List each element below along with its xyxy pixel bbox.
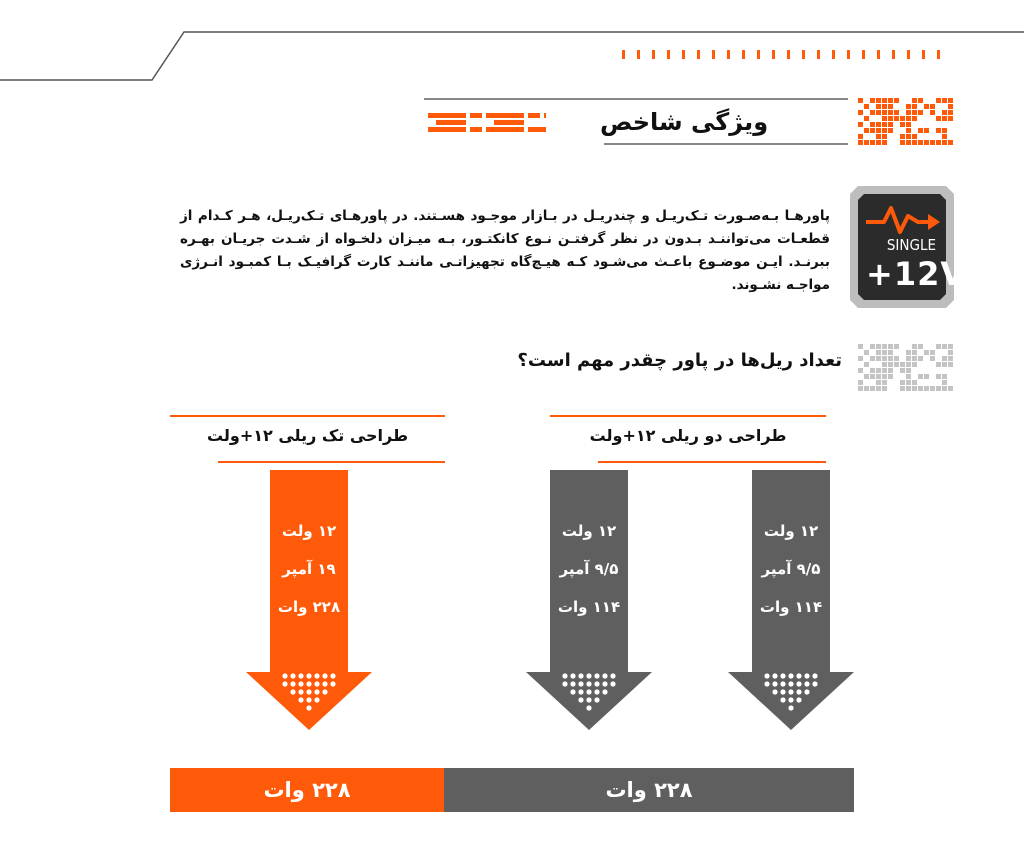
section-title: ویژگی شاخص [600,108,769,136]
pixel-square [918,140,923,145]
pixel-square [882,344,887,349]
dual-rail-2-volt: ۱۲ ولت [763,522,819,540]
arrow-dot [562,681,567,686]
dual-rail-values-2 [751,512,831,626]
pixel-square [882,110,887,115]
arrow-dot [796,689,801,694]
arrow-dot [780,681,785,686]
arrow-dot [298,681,303,686]
tick-mark [787,50,790,59]
arrow-dot [804,681,809,686]
pixel-square [918,344,923,349]
pixel-square [930,386,935,391]
arrow-dot [330,681,335,686]
arrow-dot [578,681,583,686]
pixel-square [870,374,875,379]
pixel-square [948,350,953,355]
pixel-square [876,104,881,109]
arrow-dot [290,689,295,694]
arrow-dot [594,689,599,694]
arrow-dot [322,673,327,678]
pixel-square [906,128,911,133]
pixel-square [912,140,917,145]
pixel-square [858,356,863,361]
pixel-square [906,110,911,115]
pixel-square [912,98,917,103]
tick-mark [862,50,865,59]
arrow-dot [586,705,591,710]
arrow-dot [290,681,295,686]
pixel-square [906,140,911,145]
pixel-square [900,116,905,121]
pixel-square [948,98,953,103]
pixel-square [894,362,899,367]
pixel-square [936,362,941,367]
pixel-square [900,368,905,373]
pixel-square [936,374,941,379]
pixel-square [888,368,893,373]
pixel-square [894,98,899,103]
arrow-dot [314,689,319,694]
pixel-square [900,140,905,145]
pixel-square [858,122,863,127]
pixel-square [942,362,947,367]
tick-mark [907,50,910,59]
pixel-square [894,110,899,115]
pixel-square [870,356,875,361]
pixel-square [900,380,905,385]
arrow-dot [610,681,615,686]
arrow-dot [764,673,769,678]
pixel-square [876,98,881,103]
tick-mark [742,50,745,59]
badge-voltage-label: +12V [866,255,967,293]
pixel-square [882,116,887,121]
tick-mark [727,50,730,59]
arrow-dot [780,673,785,678]
dual-rail-total: ۲۲۸ وات [444,768,854,812]
arrow-dot [578,689,583,694]
tick-mark [832,50,835,59]
pixel-square [870,122,875,127]
pixel-square [882,374,887,379]
pixel-square [924,350,929,355]
pixel-square [876,128,881,133]
pixel-square [888,116,893,121]
pixel-square [918,98,923,103]
pixel-square [906,368,911,373]
arrow-dot [602,673,607,678]
single-rail-volt: ۱۲ ولت [281,522,337,540]
dual-rail-title: طراحی دو ریلی ۱۲+ولت [589,426,787,445]
pixel-square [912,116,917,121]
pixel-square [948,344,953,349]
tick-mark [937,50,940,59]
pixel-square [882,128,887,133]
arrow-dot [788,689,793,694]
pixel-square [924,374,929,379]
pixel-square [876,380,881,385]
pixel-square [864,116,869,121]
arrow-dot [610,673,615,678]
arrow-dot [602,681,607,686]
arrow-dot [796,673,801,678]
arrow-dot [298,689,303,694]
arrow-dot [282,673,287,678]
pixel-square [930,356,935,361]
pixel-square [858,140,863,145]
pixel-square [912,134,917,139]
tick-mark [847,50,850,59]
arrow-dot [306,705,311,710]
single-rail-amp: ۱۹ آمپر [282,560,336,578]
pixel-square [888,344,893,349]
arrow-dot [772,689,777,694]
pixel-square [864,128,869,133]
pixel-square [924,140,929,145]
pixel-square [858,368,863,373]
pixel-square [942,344,947,349]
pixel-square [948,140,953,145]
pixel-square [936,386,941,391]
pixel-square [900,386,905,391]
single-rail-values [269,512,349,626]
pixel-square [948,104,953,109]
pixel-square [858,134,863,139]
pixel-square [912,344,917,349]
single-rail-total: ۲۲۸ وات [170,768,444,812]
pixel-square [876,350,881,355]
pixel-square [876,386,881,391]
pixel-square [942,116,947,121]
pixel-square [864,140,869,145]
arrow-dot [788,697,793,702]
arrow-dot [562,673,567,678]
pixel-square [870,344,875,349]
pixel-square [888,374,893,379]
pixel-square [876,374,881,379]
pixel-square [912,380,917,385]
pixel-square [882,386,887,391]
pixel-square [906,386,911,391]
pixel-square [912,110,917,115]
arrow-dot [570,673,575,678]
arrow-dot [796,697,801,702]
pixel-square [870,368,875,373]
tick-row-decoration [622,50,940,59]
pixel-square [900,362,905,367]
tick-mark [712,50,715,59]
pixel-square [918,110,923,115]
pixel-square [924,386,929,391]
arrow-dot [804,673,809,678]
pixel-square [870,140,875,145]
arrow-dot [804,689,809,694]
question-heading: تعداد ریل‌ها در پاور چقدر مهم است؟ [517,350,842,371]
dual-rail-1-volt: ۱۲ ولت [561,522,617,540]
pixel-square [882,122,887,127]
arrow-dot [594,681,599,686]
pixel-square [930,350,935,355]
pixel-square [942,356,947,361]
tick-mark [637,50,640,59]
pixel-square [912,356,917,361]
pixel-square [936,128,941,133]
badge-single-label: SINGLE [886,236,936,254]
pixel-square [942,380,947,385]
tick-mark [877,50,880,59]
pixel-square [924,104,929,109]
pixel-square [948,386,953,391]
pixel-square [942,134,947,139]
arrow-dot [314,697,319,702]
pixel-square [876,134,881,139]
arrow-dot [772,681,777,686]
arrow-dot [586,697,591,702]
arrow-dot [290,673,295,678]
pixel-square [894,356,899,361]
single-rail-watt: ۲۲۸ وات [277,598,341,616]
arrow-dot [594,673,599,678]
arrow-dot [578,673,583,678]
pixel-square [876,140,881,145]
pixel-square [948,116,953,121]
pixel-square [906,134,911,139]
tick-mark [802,50,805,59]
arrow-dot [282,681,287,686]
pixel-square [906,350,911,355]
tick-mark [697,50,700,59]
pixel-square [906,356,911,361]
pixel-square [882,104,887,109]
arrow-dot [764,681,769,686]
tick-mark [772,50,775,59]
pixel-square [888,362,893,367]
pixel-square [888,104,893,109]
single-rail-title: طراحی تک ریلی ۱۲+ولت [206,426,409,445]
pixel-square [906,374,911,379]
pixel-square [858,344,863,349]
pixel-square [870,386,875,391]
pixel-square [930,110,935,115]
pixel-square [942,110,947,115]
arrow-dot [586,673,591,678]
arrow-dot [306,689,311,694]
arrow-dot [772,673,777,678]
pixel-square [906,116,911,121]
tick-mark [652,50,655,59]
pixel-square [912,362,917,367]
pixel-square [906,122,911,127]
top-frame-line [0,0,1024,100]
pixel-square [912,350,917,355]
arrow-dot [788,681,793,686]
tick-mark [667,50,670,59]
dual-rail-values-1 [549,512,629,626]
pixel-square [948,362,953,367]
pixel-square [876,110,881,115]
pixel-square [936,344,941,349]
pixel-square [882,368,887,373]
pixel-square [900,122,905,127]
pixel-square [900,134,905,139]
pixel-square [882,98,887,103]
pixel-square [864,362,869,367]
pixel-square [882,362,887,367]
orange-pixel-pattern [858,98,954,148]
pixel-square [876,344,881,349]
tick-mark [817,50,820,59]
pixel-square [882,134,887,139]
arrow-dot [570,681,575,686]
pixel-square [888,98,893,103]
pixel-square [906,362,911,367]
pixel-square [924,128,929,133]
pixel-square [930,104,935,109]
pixel-square [918,356,923,361]
arrow-dot [298,673,303,678]
arrow-dot [780,697,785,702]
arrow-dot [306,673,311,678]
tick-mark [892,50,895,59]
pixel-square [918,386,923,391]
tick-mark [757,50,760,59]
pixel-square [876,122,881,127]
dual-rail-1-amp: ۹/۵ آمپر [559,560,619,578]
arrow-dot [570,689,575,694]
pixel-square [894,116,899,121]
arrow-dot [602,689,607,694]
arrow-dot [322,689,327,694]
pixel-square [942,386,947,391]
dual-rail-1-watt: ۱۱۴ وات [557,598,621,616]
arrow-dot [314,681,319,686]
pixel-square [912,386,917,391]
arrow-dot [812,681,817,686]
pixel-square [888,122,893,127]
pixel-square [906,104,911,109]
pixel-square [864,350,869,355]
pixel-square [870,98,875,103]
arrow-dot [298,697,303,702]
pixel-square [918,128,923,133]
arrow-dot [788,673,793,678]
pixel-square [858,386,863,391]
pixel-square [858,110,863,115]
tick-mark [922,50,925,59]
pixel-square [888,110,893,115]
arrow-dot [594,697,599,702]
arrow-dot [314,673,319,678]
pixel-square [864,386,869,391]
arrow-dot [306,681,311,686]
arrow-dot [586,689,591,694]
arrow-dot [780,689,785,694]
pixel-square [882,380,887,385]
pixel-square [942,374,947,379]
pixel-square [948,356,953,361]
pixel-square [888,356,893,361]
dual-rail-2-amp: ۹/۵ آمپر [761,560,821,578]
pixel-square [918,374,923,379]
arrow-dot [330,673,335,678]
pixel-square [858,380,863,385]
pixel-square [906,380,911,385]
pixel-square [882,350,887,355]
pixel-square [870,110,875,115]
pixel-square [942,140,947,145]
arrow-dot [578,697,583,702]
pixel-square [930,140,935,145]
tick-mark [622,50,625,59]
dual-rail-2-watt: ۱۱۴ وات [759,598,823,616]
pixel-square [942,98,947,103]
pixel-square [876,368,881,373]
pixel-square [858,98,863,103]
arrow-dot [788,705,793,710]
pixel-square [948,110,953,115]
gray-pixel-pattern [858,344,954,394]
arrow-dot [306,697,311,702]
pixel-square [870,128,875,133]
pixel-square [894,344,899,349]
arrow-dot [812,673,817,678]
pixel-square [882,140,887,145]
pixel-square [936,116,941,121]
pixel-square [942,128,947,133]
pixel-square [864,104,869,109]
pixel-square [888,128,893,133]
arrow-dot [796,681,801,686]
pixel-square [888,350,893,355]
pixel-square [936,98,941,103]
tick-mark [682,50,685,59]
pixel-square [882,356,887,361]
arrow-dot [586,681,591,686]
pixel-square [876,356,881,361]
pixel-square [936,140,941,145]
pixel-square [864,374,869,379]
intro-paragraph: پاورهـا بـه‌صـورت تـک‌ریـل و چندریـل در بـازار موجـود هسـتند. در پاورهـای تـک‌ریـل، هـر کـدام از قطعـات می‌تواننـد بـدون در نظر گرفتـن نـوع کانکتـور، بـه میـزان دلخـواه از شـدت جریـان بهـره ببرنـد. ایـن موضـوع باعـث می‌شـود کـه هیـچ‌گاه تجهیزاتـی ماننـد کارت گرافیـک بـا کمبـود انـرژی مواجـه نشـوند. [180,208,830,293]
pixel-square [912,104,917,109]
arrow-dot [322,681,327,686]
